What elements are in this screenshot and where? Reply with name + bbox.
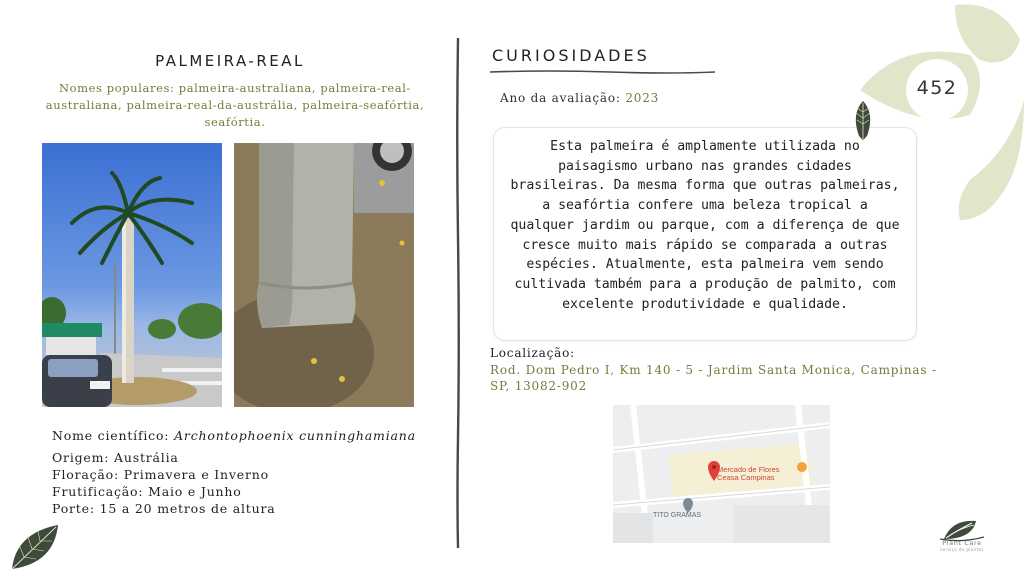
leaf-icon [851,100,875,142]
plant-name: PALMEIRA-REAL [155,52,305,70]
fruiting: Frutificação: Maio e Junho [52,484,242,499]
title-underline [490,69,715,75]
location-label: Localização: [490,346,575,360]
trunk-base-photo [234,143,414,407]
location-address: Rod. Dom Pedro I, Km 140 - 5 - Jardim Santa Monica, Campinas - SP, 13082-902 [490,363,937,393]
map-other-label: TITO GRAMAS [653,512,702,519]
plant-number-badge: 452 [916,77,958,99]
map-place-label: Mercado de Flores Ceasa Campinas [717,465,780,482]
logo-name: Plant Care [942,539,982,547]
evaluation-year [500,91,659,105]
location-map[interactable] [613,405,830,543]
logo-tagline: serviço de plantas [940,547,984,552]
plant-size: Porte: 15 a 20 metros de altura [52,501,276,516]
vertical-divider [455,38,461,548]
palm-tree-photo [42,143,222,407]
curiosity-card [493,127,917,341]
scientific-label: Nome científico: [52,428,170,443]
curiosities-title: CURIOSIDADES [492,46,650,65]
leaf-decoration [860,0,1024,230]
scientific-name-value: Archontophoenix cunninghamiana [174,428,416,443]
scientific-name [52,428,416,443]
origin: Origem: Austrália [52,450,179,465]
plant-facts [52,449,275,517]
year-value: 2023 [625,91,660,105]
popular-names: Nomes populares: palmeira-australiana, palmeira-real-australiana, palmeira-real-da-austrália, palmeira-seafórtia, seafórtia. [45,81,425,129]
flowering: Floração: Primavera e Inverno [52,467,269,482]
year-label: Ano da avaliação: [500,91,621,105]
leaf-icon [10,523,60,571]
curiosity-text: Esta palmeira é amplamente utilizada no paisagismo urbano nas grandes cidades brasileiras. Da mesma forma que outras palmeiras, a seafórtia confere uma beleza tropical a qualquer jardim ou parque, com a diferença de que cresce muito mais rápido se comparada a outras espécies. Atualmente, esta palmeira vem sendo cultivada também para a produção de palmito, com excelente produtividade e qualidade. [510,139,900,312]
